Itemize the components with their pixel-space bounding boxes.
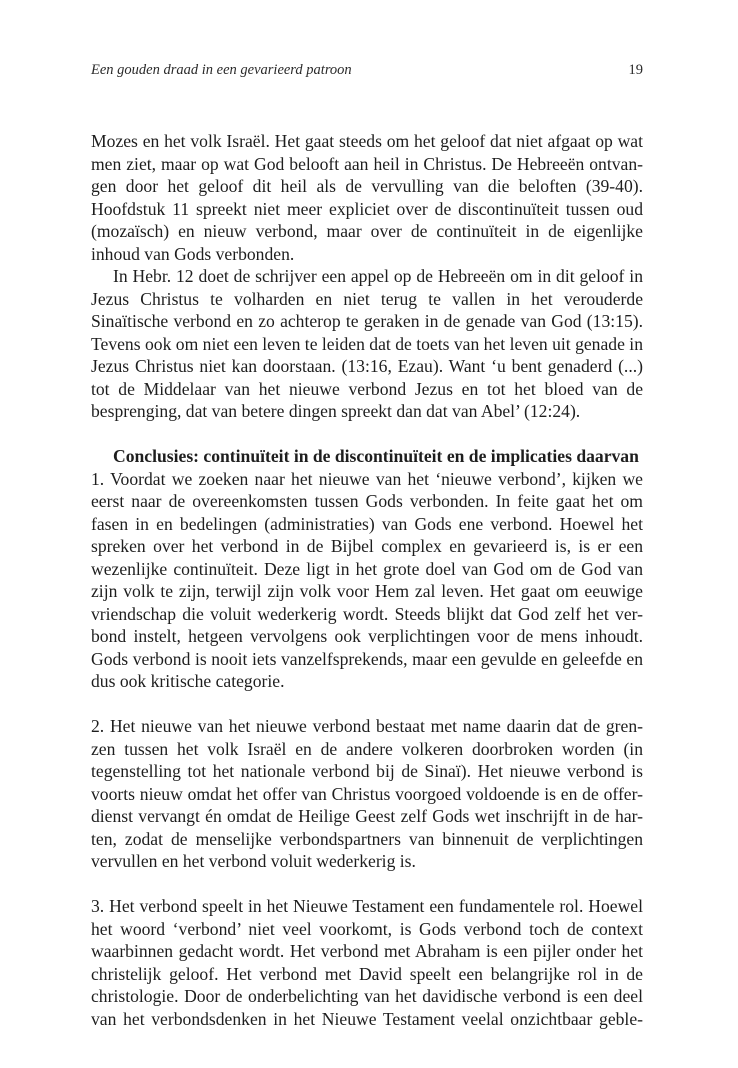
text-line: 3. Het verbond speelt in het Nieuwe Testament een fundamentele rol. Hoewel bbox=[91, 896, 643, 916]
paragraph bbox=[91, 130, 643, 265]
text-line: Mozes en het volk Israël. Het gaat steeds om het geloof dat niet afgaat op wat bbox=[91, 131, 643, 151]
text-line: fasen in en bedelingen (administraties) van Gods ene verbond. Hoewel het bbox=[91, 513, 643, 534]
text-line: ten, zodat de menselijke verbondspartners van binnenuit de verplichtingen bbox=[91, 828, 643, 849]
text-line: van het verbondsdenken in het Nieuwe Testament veelal onzichtbaar geble- bbox=[91, 1008, 643, 1029]
spacer bbox=[91, 873, 643, 896]
spacer bbox=[91, 693, 643, 716]
text-line: inhoud van Gods verbonden. bbox=[91, 243, 295, 264]
text-line: 2. Het nieuwe van het nieuwe verbond bestaat met name daarin dat de gren- bbox=[91, 716, 643, 736]
body-text bbox=[91, 130, 643, 1030]
text-line: tegenstelling tot het nationale verbond bij de Sinaï). Het nieuwe verbond is bbox=[91, 761, 643, 781]
text-line: Gods verbond is nooit iets vanzelfsprekends, maar een gevulde en geleefde en bbox=[91, 648, 643, 669]
text-line: Tevens ook om niet een leven te leiden dat de toets van het leven uit genade in bbox=[91, 333, 643, 354]
text-line: Hoofdstuk 11 spreekt niet meer expliciet over de discontinuïteit tussen oud bbox=[91, 198, 643, 219]
text-line: eerst naar de overeenkomsten tussen Gods verbonden. In feite gaat het om bbox=[91, 491, 643, 511]
text-line: zijn volk te zijn, terwijl zijn volk voor Hem zal leven. Het gaat om eeuwige bbox=[91, 581, 643, 601]
text-line: Jezus Christus te volharden en niet terug te vallen in het verouderde bbox=[91, 288, 643, 309]
text-line: zen tussen het volk Israël en de andere volkeren doorbroken worden (in bbox=[91, 738, 643, 759]
text-line: dus ook kritische categorie. bbox=[91, 671, 285, 691]
text-line: besprenging, dat van betere dingen spreekt dan dat van Abel’ (12:24). bbox=[91, 401, 581, 421]
text-line: men ziet, maar op wat God belooft aan heil in Christus. De Hebreeën ontvan- bbox=[91, 153, 643, 174]
text-line: het woord ‘verbond’ niet veel voorkomt, is Gods verbond toch de context bbox=[91, 918, 643, 939]
text-line: christelijk geloof. Het verbond met David speelt een belangrijke rol in de bbox=[91, 963, 643, 984]
text-line: 1. Voordat we zoeken naar het nieuwe van het ‘nieuwe verbond’, kijken we bbox=[91, 468, 643, 489]
conclusion-item bbox=[91, 715, 643, 873]
running-title: Een gouden draad in een gevarieerd patroon bbox=[91, 62, 352, 78]
page-number: 19 bbox=[628, 62, 643, 78]
text-line: bond instelt, hetgeen vervolgens ook verplichtingen voor de mens inhoudt. bbox=[91, 626, 643, 646]
spacer bbox=[91, 423, 643, 446]
text-line: christologie. Door de onderbelichting van het davidische verbond is een deel bbox=[91, 986, 643, 1006]
paragraph bbox=[91, 265, 643, 423]
text-line: tot de Middelaar van het nieuwe verbond Jezus en tot het bloed van de bbox=[91, 378, 643, 399]
text-line: Sinaïtische verbond en zo achterop te geraken in de genade van God (13:15). bbox=[91, 311, 643, 331]
text-line: wezenlijke continuïteit. Deze ligt in het grote doel van God om de God van bbox=[91, 558, 643, 579]
text-line: vriendschap die voluit wederkerig wordt. Steeds blijkt dat God zelf het ver- bbox=[91, 603, 643, 624]
text-line: voorts nieuw omdat het offer van Christus voorgoed voldoende is en de offer- bbox=[91, 783, 643, 804]
page-header bbox=[91, 62, 643, 82]
text-line: (mozaïsch) en nieuw verbond, maar over de continuïteit in de eigenlijke bbox=[91, 221, 643, 241]
conclusion-item bbox=[91, 468, 643, 693]
text-line: vervullen en het verbond voluit wederkerig is. bbox=[91, 851, 416, 871]
conclusion-item bbox=[91, 895, 643, 1030]
text-line: spreken over het verbond in de Bijbel complex en gevarieerd is, is er een bbox=[91, 536, 643, 556]
text-line: waarbinnen gedacht wordt. Het verbond met Abraham is een pijler onder het bbox=[91, 941, 643, 961]
text-line: dienst vervangt én omdat de Heilige Geest zelf Gods wet inschrijft in de har- bbox=[91, 806, 643, 826]
section-heading: Conclusies: continuïteit in de discontinuïteit en de implicaties daarvan bbox=[113, 446, 639, 466]
text-line: Jezus Christus niet kan doorstaan. (13:16, Ezau). Want ‘u bent genaderd (...) bbox=[91, 356, 643, 376]
text-line: gen door het geloof dit heil als de vervulling van die beloften (39-40). bbox=[91, 176, 643, 196]
text-line: In Hebr. 12 doet de schrijver een appel op de Hebreeën om in dit geloof in bbox=[113, 266, 643, 286]
